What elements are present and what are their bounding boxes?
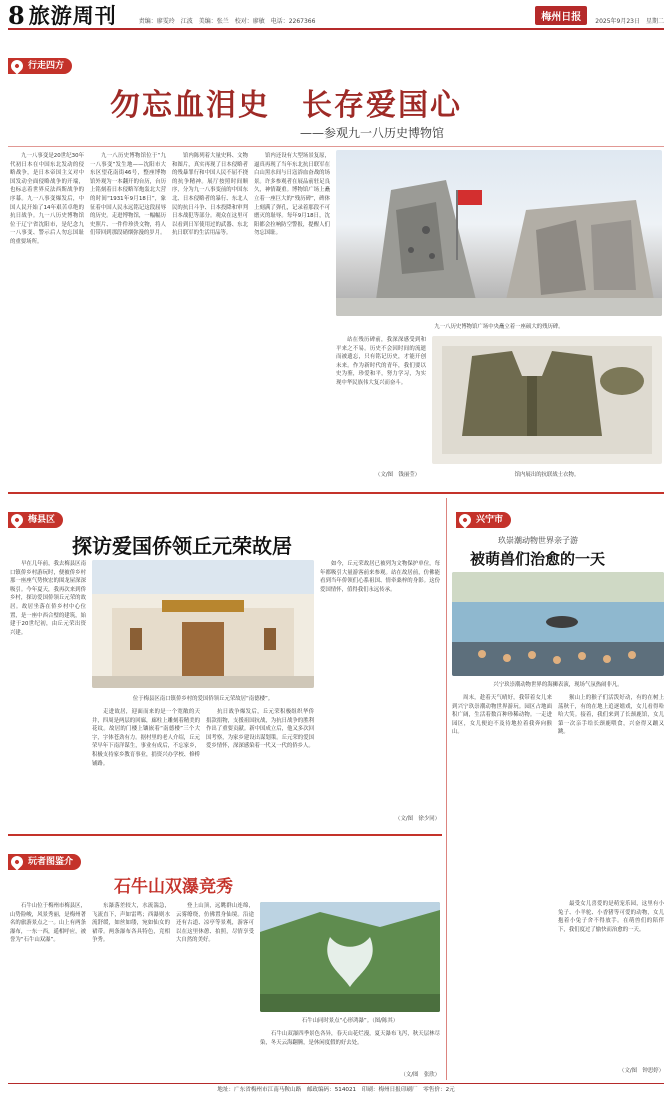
monument-illustration [336, 150, 662, 316]
story1-column-4: 馆内还设有大型场景复原，逼真再现了当年东北抗日联军在白山黑水间与日寇浴血奋战的场景。许多参观者在展品前驻足良久，神情凝重。博物馆广场上矗立着一座巨大的“残历碑”，碑体上刻满了弹孔，记录着那段不可磨灭的耻辱。每年9月18日，沈阳都会拉响防空警报，提醒人们勿忘国耻。 [254, 153, 330, 237]
story2-column-1: 早在几年前，我去梅县区南口镇侨乡村游玩时，便被侨乡村那一座座气势恢宏的围龙屋深深吸引。今年夏天，我再次来到侨乡村，探访爱国侨领丘元荣的故居。故居坐落在侨乡村中心位置，是一座中西合璧的建筑，始建于20世纪初，由丘元荣出资兴建。 [10, 561, 86, 636]
uniform-illustration [432, 336, 662, 464]
story1-headline: 勿忘血泪史 长存爱国心 [110, 88, 462, 123]
section-tag-xingning: 兴宁市 [456, 512, 511, 528]
story4-column-4: 石牛山双瀑四季景色各异，春天山花烂漫，夏天瀑布飞泻，秋天层林尽染，冬天云海翻腾，是休闲度假的好去处。 [260, 1031, 440, 1046]
story2-column-3: 抗日战争爆发后，丘元荣积极组织华侨捐款捐物，支援祖国抗战，为抗日战争的胜利作出了重要贡献。新中国成立后，他又多次回国考察，为家乡建设出谋划策。丘元荣的爱国爱乡情怀，深深感染着一代又一代的侨乡人。 [206, 709, 314, 750]
section-divider-1 [8, 492, 664, 494]
story1-column-5: 站在残历碑前，我深深感受到和平来之不易。历史不会因时间的流逝而被遗忘，只有铭记历史，才能开创未来。作为新时代的青年，我们要以史为鉴，珍爱和平，努力学习，为实现中华民族伟大复兴而奋斗。 [336, 337, 426, 386]
sea-lion-caption: 兴宁玖崇潮动物世界的海狮表演，现场气氛热闹非凡。 [493, 682, 623, 688]
story3-byline: （文/图 钟思婷） [619, 1068, 664, 1074]
story1-column-3: 馆内陈列着大量史料、文物和图片，真实再现了日本侵略者的残暴罪行和中国人民不屈不挠的抗争精神。展厅按照时间顺序，分为九一八事变前的中国东北、日本侵略者的暴行、东北人民的抗日斗争、日本投降和审判日本战犯等部分。观众在这里可以看到日军使用过的武器、东北抗日联军的生活用品等。 [172, 153, 248, 237]
uniform-caption: 馆内展出的抗联战士衣物。 [514, 472, 580, 478]
story2-byline: （文/图 徐少同） [395, 816, 440, 822]
section-tag-travel: 行走四方 [8, 58, 72, 74]
story3-kicker: 玖崇潮动物世界亲子游 [498, 536, 578, 545]
story2-headline: 探访爱国侨领丘元荣故居 [72, 534, 292, 558]
story2-column-2: 走进故居，迎面而来的是一个宽敞的天井，四周是两层的回廊，廊柱上雕刻着精美的花纹。故居的门楼上镶嵌着“南德楼”三个大字，字体苍劲有力。据村里的老人介绍，丘元荣早年下南洋谋生，事业有成后，不忘家乡，积极支持家乡教育事业，捐资兴办学校、修桥铺路。 [92, 709, 200, 767]
waterfall-photo [260, 902, 440, 1012]
location-pin-icon [9, 854, 26, 871]
page-header [8, 1, 664, 30]
location-pin-icon [457, 512, 474, 529]
residence-caption: 位于梅县区南口镇侨乡村的爱国侨领丘元荣故居“南德楼”。 [132, 696, 274, 702]
section-title: 旅游周刊 [28, 3, 117, 28]
waterfall-caption: 石牛山同时景点“心形鸿瀑”。（图/陈其） [301, 1018, 399, 1024]
residence-illustration [92, 560, 314, 688]
section-tag-guide: 玩者图鉴介 [8, 854, 81, 870]
sea-lion-photo [452, 572, 664, 676]
story1-byline: （文/图 钱丽莹） [375, 472, 420, 478]
location-pin-icon [9, 58, 26, 75]
monument-photo [336, 150, 662, 316]
section-tag-meixian: 梅县区 [8, 512, 63, 528]
location-pin-icon [9, 512, 26, 529]
story4-byline: （文/图 张欣） [400, 1072, 440, 1078]
story3-column-1: 周末，趁着天气晴好，我带着女儿来到兴宁玖崇潮动物世界游玩。园区占地面积广阔，生活着数百种珍稀动物。一走进园区，女儿便迫不及待地拉着我奔向猴山。 [452, 695, 552, 736]
story3-column-3: 最受女儿喜爱的是萌宠乐园，这里有小兔子、小羊驼、小香猪等可爱的动物，女儿抱着小兔子舍不得放手。在萌兽们的陪伴下，我们度过了愉快而治愈的一天。 [558, 901, 664, 933]
story3-headline: 被萌兽们治愈的一天 [470, 550, 606, 568]
monument-caption: 九一八历史博物馆广场中央矗立着一座硕大的残历碑。 [434, 324, 564, 330]
column-divider [446, 498, 447, 1080]
section-divider-2 [8, 834, 442, 836]
story2-column-4: 如今，丘元荣故居已被列为文物保护单位，每年都吸引大量游客前来参观。站在故居前，仿佛能看到当年侨领们心系祖国、情牵桑梓的身影。这份爱国情怀，值得我们永远传承。 [320, 561, 440, 593]
story4-column-1: 石牛山位于梅州市梅县区，山势险峻，风景秀丽，是梅州著名的旅游景点之一。山上有两条瀑布，一东一西，遥相呼应，被誉为“石牛山双瀑”。 [10, 903, 86, 944]
page-number: 8 [8, 1, 25, 30]
issue-date: 2025年9月23日 星期二 [595, 18, 664, 25]
sea-lion-illustration [452, 572, 664, 676]
residence-photo [92, 560, 314, 688]
story1-column-1: 九一八事变是20世纪30年代初日本在中国东北发动的侵略战争，是日本帝国主义对中国发动全面侵略战争的开端，也标志着世界反法西斯战争的序幕。九一八事变爆发后，中国人民开始了14年艰苦卓绝的抗日战争。九一八历史博物馆位于辽宁省沈阳市，是纪念九一八事变、警示后人勿忘国耻的重要场所。 [10, 153, 84, 245]
newspaper-logo: 梅州日报 [535, 6, 587, 25]
page-footer: 地址：广东省梅州市江南马鞍山路 邮政编码：514021 印刷：梅州日报印刷厂 零售价：2元 [8, 1083, 664, 1095]
story4-column-3: 登上山顶，远眺群山连绵，云雾缭绕，仿佛置身仙境。沿途还有古道、凉亭等景观，游客可以在这里休憩、拍照，尽情享受大自然的美好。 [176, 903, 254, 944]
story4-headline: 石牛山双瀑竞秀 [114, 877, 233, 897]
uniform-photo [432, 336, 662, 464]
story1-divider [8, 146, 664, 147]
story1-column-2: 九一八历史博物馆位于“九一八事变”发生地——沈阳市大东区望花南街46号，整座博物馆外观为一本翻开的台历，台历上铭刻着日本侵略军炮轰北大营的时间“1931年9月18日”，象征着中国人民永远铭记这段屈辱的历史。走进博物馆，一幅幅历史照片、一件件珍贵文物，将人们带回到那段硝烟弥漫的岁月。 [90, 153, 166, 237]
editor-line: 责编：廖雯玲 江波 美编：张兰 校对：廖敏 电话：2267366 [138, 18, 316, 25]
story4-column-2: 东瀑落差较大，水流湍急，飞流直下，声如雷鸣；西瀑则水流舒缓，如丝如缕，宛如仙女的裙带。两条瀑布各具特色，竞相争秀。 [92, 903, 170, 944]
story1-subheadline: ——参观九一八历史博物馆 [300, 126, 445, 140]
story3-column-2: 猴山上的猴子们活泼好动，有的在树上荡秋千，有的在地上追逐嬉戏，女儿看得哈哈大笑。接着，我们来到了长颈鹿馆，女儿第一次亲手给长颈鹿喂食，兴奋得又蹦又跳。 [558, 695, 664, 736]
waterfall-illustration [260, 902, 440, 1012]
